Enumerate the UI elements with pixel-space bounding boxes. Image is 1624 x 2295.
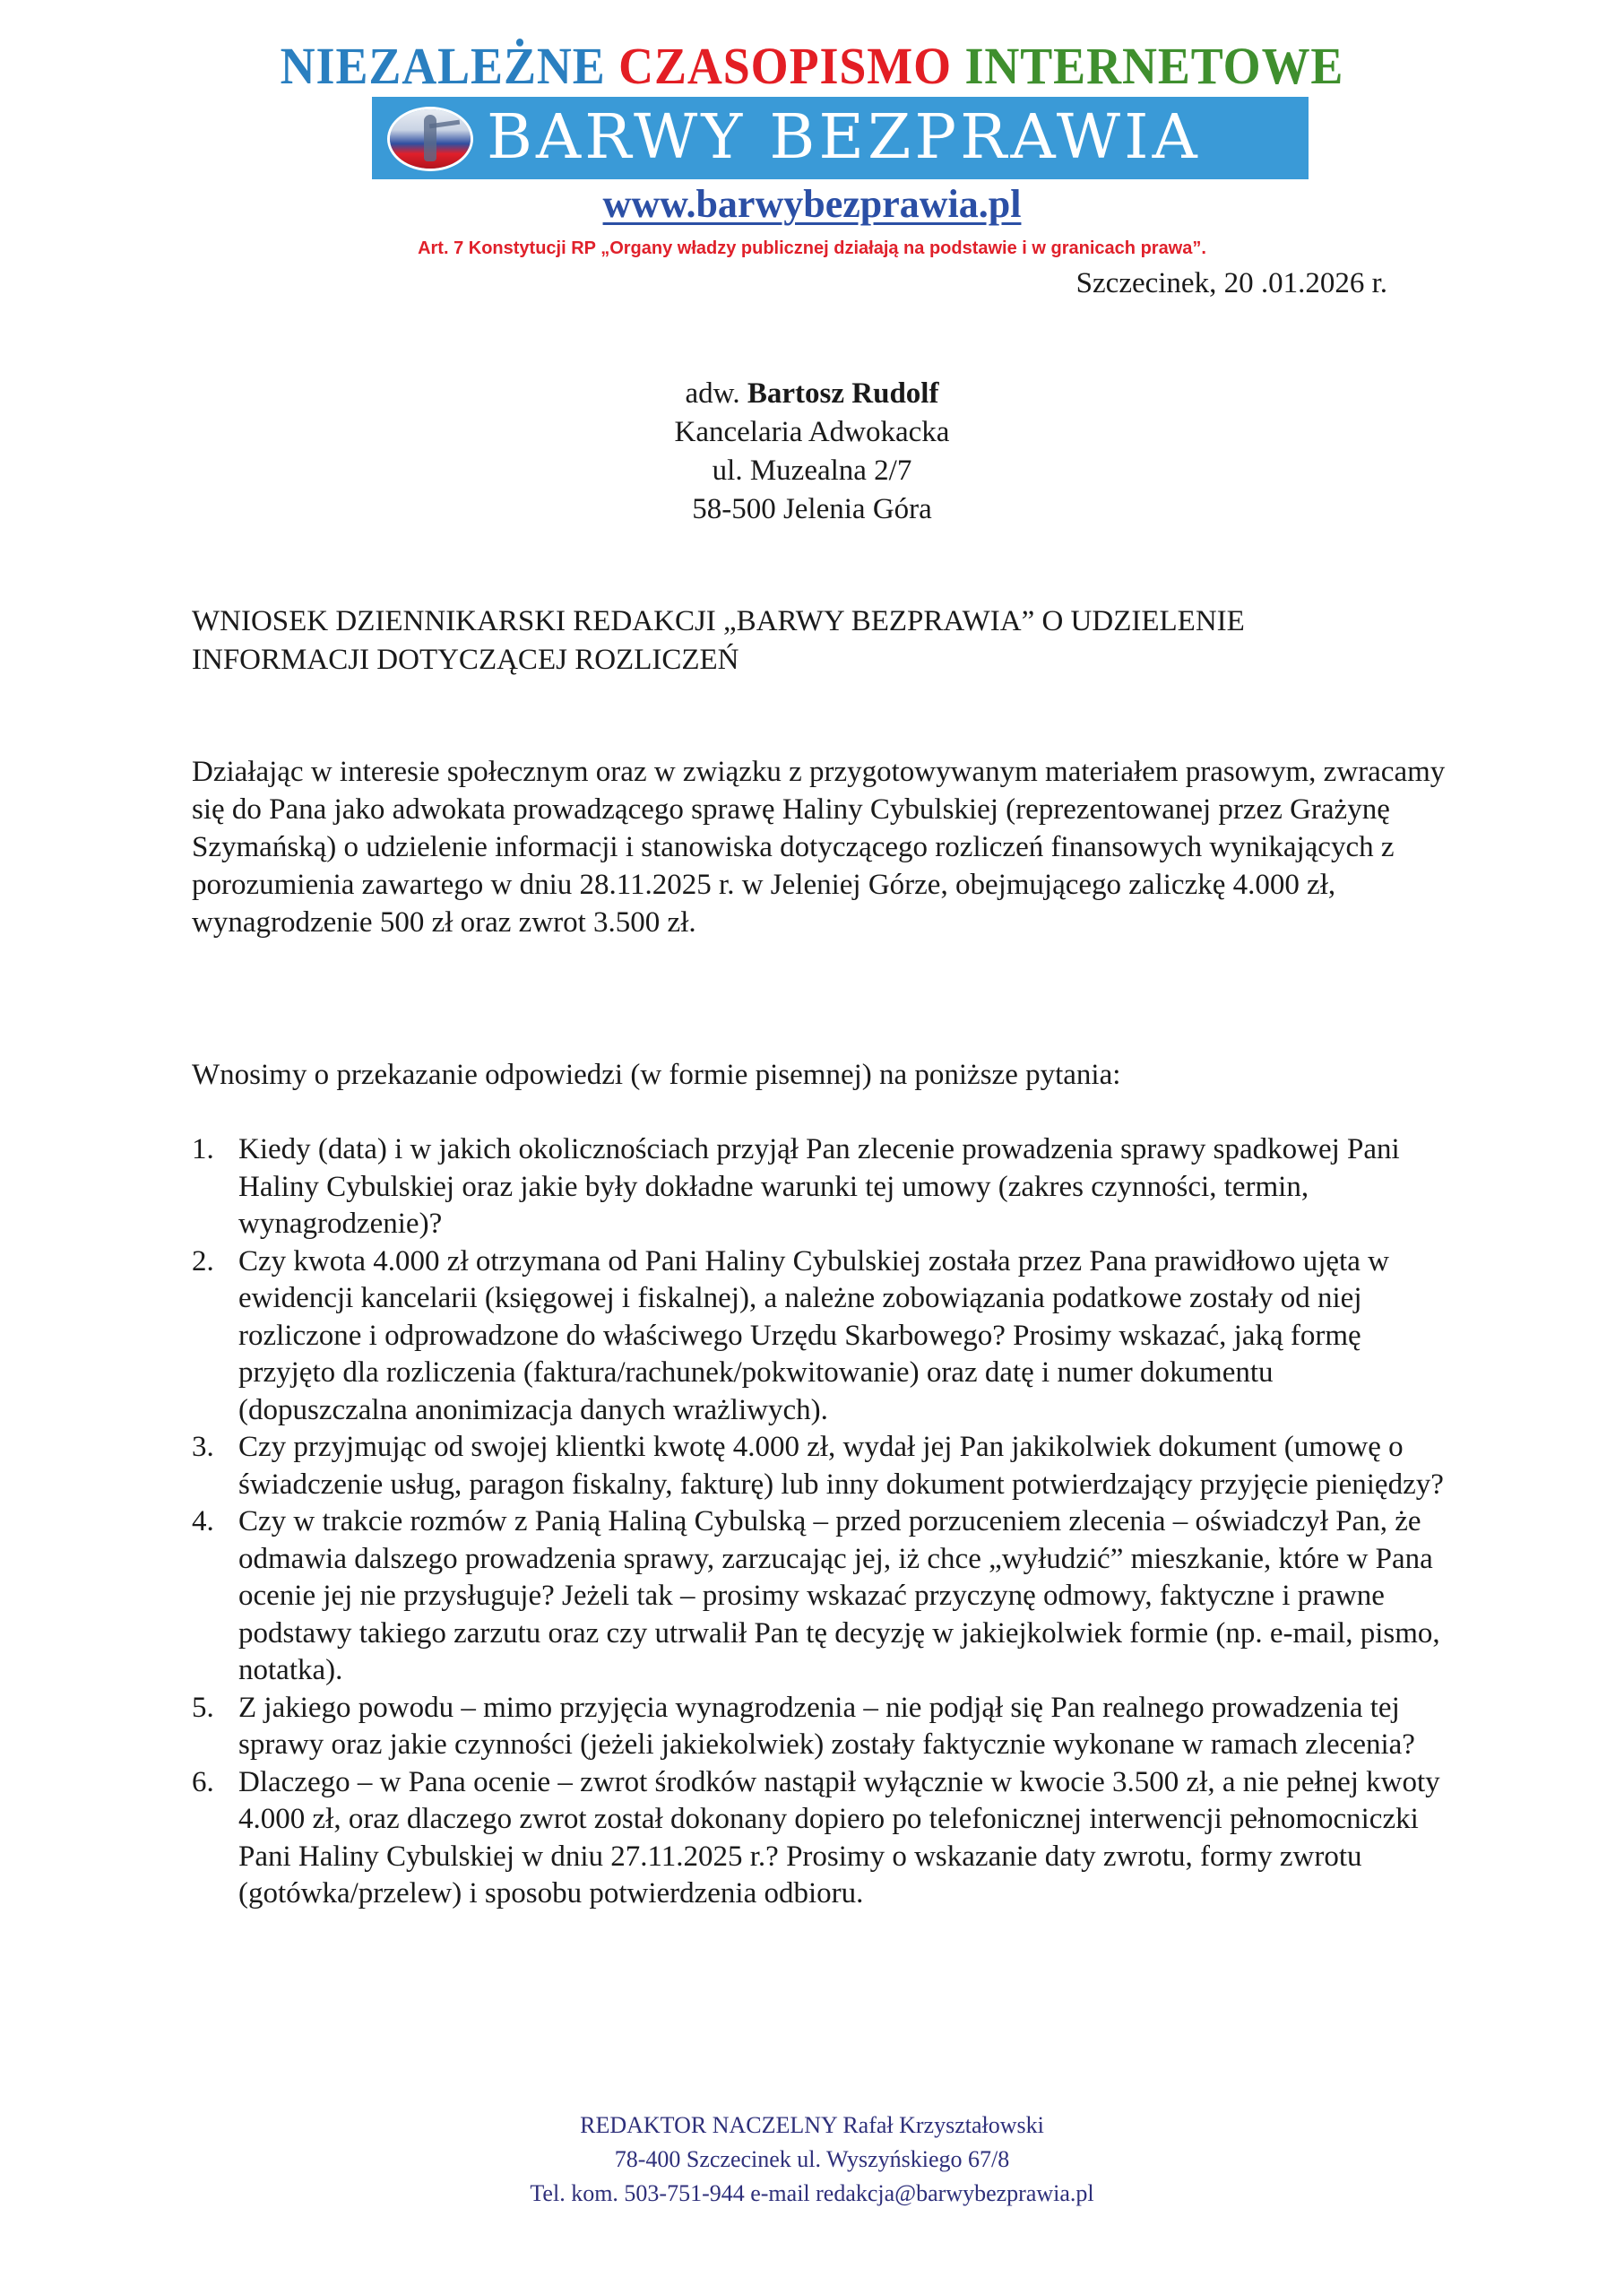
recipient-city: 58-500 Jelenia Góra bbox=[692, 493, 932, 525]
site-url-link[interactable]: www.barwybezprawia.pl bbox=[602, 182, 1022, 226]
letter-date: Szczecinek, 20 .01.2026 r. bbox=[1075, 267, 1387, 299]
letter-subject bbox=[192, 602, 1447, 680]
footer-contact-line: Tel. kom. 503-751-944 e-mail redakcja@barwybezprawia.pl bbox=[530, 2180, 1094, 2206]
masthead-word-czasopismo: CZASOPISMO bbox=[618, 37, 953, 95]
question-text: Z jakiego powodu – mimo przyjęcia wynagrodzenia – nie podjął się Pan realnego prowadzenia tej sprawy oraz jakie czynności (jeżeli jakiekolwiek) zostały faktycznie wykonane w ramach zlecenia? bbox=[238, 1691, 1415, 1761]
footer-address-line: 78-400 Szczecinek ul. Wyszyńskiego 67/8 bbox=[614, 2146, 1010, 2172]
question-number: 5. bbox=[192, 1691, 214, 1724]
recipient-street: ul. Muzealna 2/7 bbox=[712, 455, 912, 487]
recipient-prefix: adw. bbox=[685, 377, 740, 410]
question-item bbox=[192, 1243, 1447, 1430]
recipient-name: Bartosz Rudolf bbox=[747, 377, 939, 410]
recipient-name-line bbox=[0, 375, 1624, 413]
question-text: Czy przyjmując od swojej klientki kwotę 4.000 zł, wydał jej Pan jakikolwiek dokument (umowę o świadczenie usług, paragon fiskalny, fakturę) lub inny dokument potwierdzający przyjęcie pieniędzy? bbox=[238, 1431, 1444, 1501]
editor-footer bbox=[0, 2109, 1624, 2211]
question-item bbox=[192, 1690, 1447, 1764]
question-number: 4. bbox=[192, 1505, 214, 1537]
footer-editor-line: REDAKTOR NACZELNY Rafał Krzyształowski bbox=[580, 2112, 1044, 2138]
question-number: 3. bbox=[192, 1431, 214, 1463]
masthead bbox=[56, 34, 1567, 99]
justice-statue-logo-icon bbox=[390, 109, 471, 169]
constitution-motto: Art. 7 Konstytucji RP „Organy władzy publicznej działają na podstawie i w granicach prawa”. bbox=[418, 238, 1206, 258]
masthead-word-niezalezne: NIEZALEŻNE bbox=[280, 37, 606, 95]
subject-line-2: INFORMACJI DOTYCZĄCEJ ROZLICZEŃ bbox=[192, 644, 739, 676]
subject-line-1: WNIOSEK DZIENNIKARSKI REDAKCJI „BARWY BEZPRAWIA” O UDZIELENIE bbox=[192, 605, 1245, 637]
brand-banner bbox=[372, 97, 1309, 179]
recipient-office: Kancelaria Adwokacka bbox=[674, 416, 950, 448]
question-number: 6. bbox=[192, 1765, 214, 1798]
question-text: Czy w trakcie rozmów z Panią Haliną Cybulską – przed porzuceniem zlecenia – oświadczył Pan, że odmawia dalszego prowadzenia sprawy, zarzucając jej, iż chce „wyłudzić” mieszkanie, które w Pana ocenie jej nie przysługuje? Jeżeli tak – prosimy wskazać przyczynę odmowy, faktyczne i prawne podstawy takiego zarzutu oraz czy utrwalił Pan tę decyzję w jakiejkolwiek formie (np. e-mail, pismo, notatka). bbox=[238, 1505, 1440, 1686]
question-text: Dlaczego – w Pana ocenie – zwrot środków nastąpił wyłącznie w kwocie 3.500 zł, a nie pełnej kwoty 4.000 zł, oraz dlaczego zwrot został dokonany dopiero po telefonicznej interwencji pełnomocniczki Pani Haliny Cybulskiej w dniu 27.11.2025 r.? Prosimy o wskazanie daty zwrotu, formy zwrotu (gotówka/przelew) i sposobu potwierdzenia odbioru. bbox=[238, 1765, 1440, 1910]
questions-intro: Wnosimy o przekazanie odpowiedzi (w formie pisemnej) na poniższe pytania: bbox=[192, 1059, 1121, 1091]
question-text: Kiedy (data) i w jakich okolicznościach przyjął Pan zlecenie prowadzenia sprawy spadkowej Pani Haliny Cybulskiej oraz jakie były dokładne warunki tej umowy (zakres czynności, termin, wynagrodzenie)? bbox=[238, 1133, 1400, 1240]
banner-title: BARWY BEZPRAWIA bbox=[487, 102, 1201, 173]
recipient-address bbox=[0, 375, 1624, 529]
site-url bbox=[0, 179, 1624, 230]
body-paragraph: Działając w interesie społecznym oraz w związku z przygotowywanym materiałem prasowym, zwracamy się do Pana jako adwokata prowadzącego sprawę Haliny Cybulskiej (reprezentowanej przez Grażynę Szymańską) o udzielenie informacji i stanowiska dotyczącego rozliczeń finansowych wynikających z porozumienia zawartego w dniu 28.11.2025 r. w Jeleniej Górze, obejmującego zaliczkę 4.000 zł, wynagrodzenie 500 zł oraz zwrot 3.500 zł. bbox=[192, 756, 1446, 939]
question-item bbox=[192, 1503, 1447, 1690]
question-item bbox=[192, 1429, 1447, 1503]
question-text: Czy kwota 4.000 zł otrzymana od Pani Haliny Cybulskiej została przez Pana prawidłowo ujęta w ewidencji kancelarii (księgowej i fiskalnej), a należne zobowiązania podatkowe zostały od niej rozliczone i odprowadzone do właściwego Urzędu Skarbowego? Prosimy wskazać, jaką formę przyjęto dla rozliczenia (faktura/rachunek/pokwitowanie) oraz datę i numer dokumentu (dopuszczalna anonimizacja danych wrażliwych). bbox=[238, 1244, 1389, 1426]
questions-list bbox=[192, 1131, 1447, 1913]
question-item bbox=[192, 1764, 1447, 1913]
question-item bbox=[192, 1131, 1447, 1243]
masthead-word-internetowe: INTERNETOWE bbox=[964, 37, 1344, 95]
question-number: 2. bbox=[192, 1244, 214, 1277]
question-number: 1. bbox=[192, 1133, 214, 1165]
